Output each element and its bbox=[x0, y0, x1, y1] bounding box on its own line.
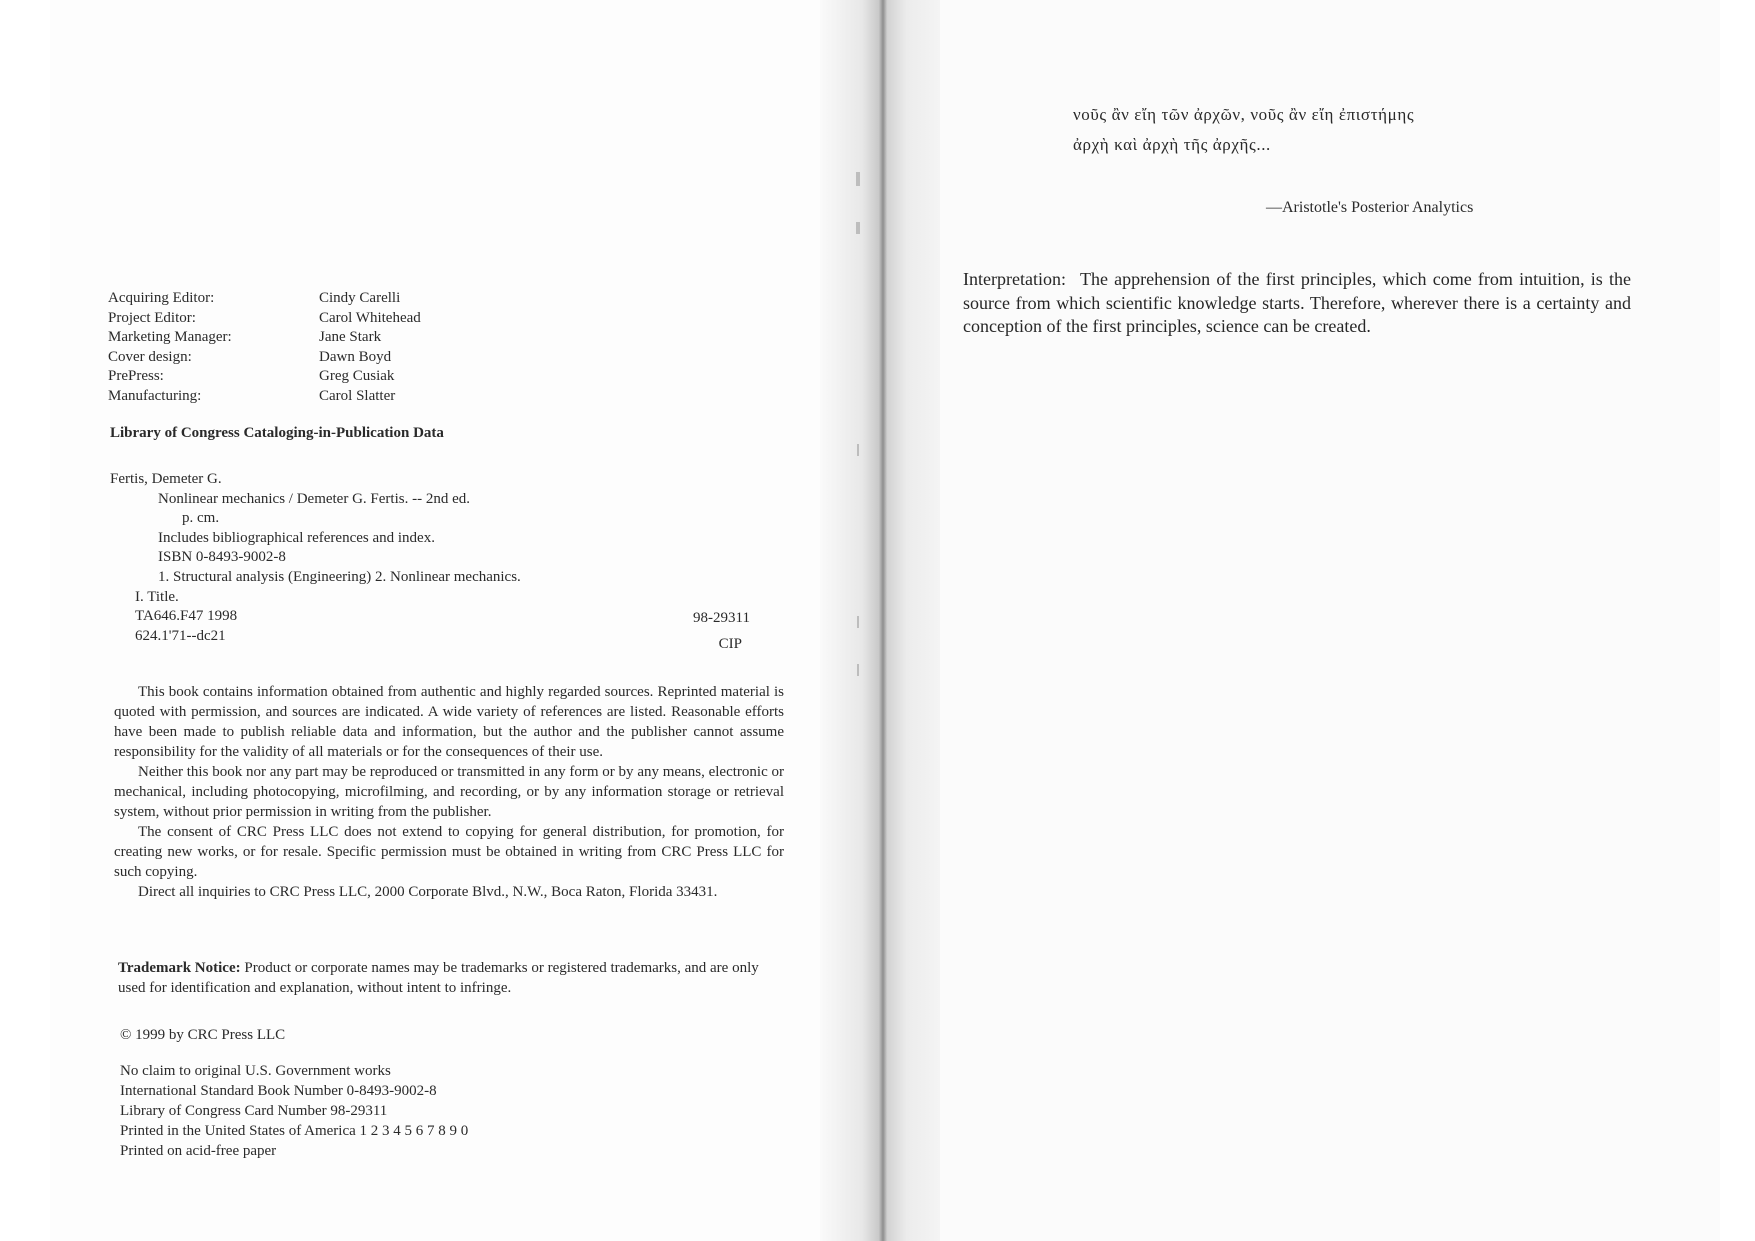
cip-subjects: 1. Structural analysis (Engineering) 2. Nonlinear mechanics. bbox=[158, 568, 521, 585]
credit-role: Marketing Manager: bbox=[108, 329, 232, 346]
credit-role: Project Editor: bbox=[108, 309, 196, 326]
cip-call-number: TA646.F47 1998 bbox=[135, 608, 238, 625]
binding-mark bbox=[856, 172, 860, 186]
cip-heading: Library of Congress Cataloging-in-Publication Data bbox=[110, 425, 444, 441]
credit-name: Cindy Carelli bbox=[319, 290, 401, 306]
binding-mark bbox=[857, 664, 859, 676]
credit-row bbox=[108, 348, 508, 368]
greek-epigraph bbox=[1073, 100, 1414, 160]
interpretation-paragraph bbox=[963, 268, 1631, 339]
interpretation-text: The apprehension of the first principles, which come from intuition, is the source from which scientific knowledge starts. Therefore, wherever there is a certainty and conception of the first principles, science can be created. bbox=[963, 269, 1631, 336]
cip-author: Fertis, Demeter G. bbox=[110, 471, 222, 487]
copyright-line: © 1999 by CRC Press LLC bbox=[120, 1027, 286, 1043]
legal-paragraph: Neither this book nor any part may be reproduced or transmitted in any form or by any means, electronic or mechanical, including photocopying, microfilming, and recording, or by any information storage or retrieval system, without prior permission in writing from the publisher. bbox=[114, 764, 784, 820]
cip-title: Nonlinear mechanics / Demeter G. Fertis. -- 2nd ed. bbox=[158, 490, 470, 507]
cip-isbn: ISBN 0-8493-9002-8 bbox=[158, 549, 286, 566]
credit-row bbox=[108, 309, 508, 329]
credit-role: Manufacturing: bbox=[108, 387, 202, 404]
right-page bbox=[940, 0, 1720, 1241]
credit-name: Dawn Boyd bbox=[319, 348, 392, 365]
imprint-line: No claim to original U.S. Government works bbox=[120, 1063, 391, 1079]
greek-line: ἀρχὴ καὶ ἀρχὴ τῆς ἀρχῆς... bbox=[1073, 135, 1271, 154]
credit-role: Acquiring Editor: bbox=[108, 290, 215, 306]
binding-mark bbox=[857, 616, 859, 628]
credit-row bbox=[108, 367, 508, 387]
credit-row bbox=[108, 289, 508, 309]
cip-dewey: 624.1'71--dc21 bbox=[135, 627, 226, 644]
cip-includes: Includes bibliographical references and index. bbox=[158, 529, 435, 546]
imprint-line: International Standard Book Number 0-8493-9002-8 bbox=[120, 1083, 437, 1099]
credit-role: PrePress: bbox=[108, 368, 164, 385]
credit-name: Carol Slatter bbox=[319, 387, 396, 404]
cip-label: CIP bbox=[718, 635, 742, 652]
credit-role: Cover design: bbox=[108, 348, 192, 365]
epigraph-attribution: —Aristotle's Posterior Analytics bbox=[1266, 199, 1474, 216]
legal-paragraph: This book contains information obtained from authentic and highly regarded sources. Reprinted material is quoted with permission, and sources are indicated. A wide variety of references are listed. Reasonable efforts have been made to publish reliable data and information, but the author and the publisher cannot assume responsibility for the validity of all materials or for the consequences of their use. bbox=[114, 684, 784, 760]
trademark-notice bbox=[118, 958, 784, 998]
trademark-label: Trademark Notice: bbox=[118, 960, 241, 976]
credit-name: Greg Cusiak bbox=[319, 368, 395, 385]
imprint-line: Printed on acid-free paper bbox=[120, 1143, 277, 1159]
cip-dewey-row bbox=[110, 627, 790, 652]
credit-row bbox=[108, 328, 508, 348]
cip-call-row bbox=[110, 607, 790, 627]
cip-lccn: 98-29311 bbox=[693, 610, 750, 627]
imprint-line: Printed in the United States of America 1 2 3 4 5 6 7 8 9 0 bbox=[120, 1123, 469, 1139]
book-gutter bbox=[820, 0, 960, 1241]
trademark-text: Product or corporate names may be trademarks or registered trademarks, and are only used for identification and explanation, without intent to infringe. bbox=[118, 960, 759, 996]
cip-block bbox=[110, 470, 790, 652]
imprint-line: Library of Congress Card Number 98-29311 bbox=[120, 1103, 388, 1119]
cip-roman: I. Title. bbox=[135, 588, 179, 605]
binding-mark bbox=[856, 222, 860, 234]
greek-line: νοῦς ἂν εἴη τῶν ἀρχῶν, νοῦς ἂν εἴη ἐπιστήμης bbox=[1073, 105, 1415, 124]
credits-list bbox=[108, 289, 508, 407]
credit-row bbox=[108, 387, 508, 407]
binding-mark bbox=[857, 444, 859, 456]
legal-paragraph: The consent of CRC Press LLC does not extend to copying for general distribution, for promotion, for creating new works, or for resale. Specific permission must be obtained in writing from CRC Press LLC for such copying. bbox=[114, 824, 784, 880]
credit-name: Jane Stark bbox=[319, 329, 382, 346]
legal-notice bbox=[114, 682, 784, 902]
cip-pages: p. cm. bbox=[182, 510, 220, 527]
legal-paragraph: Direct all inquiries to CRC Press LLC, 2000 Corporate Blvd., N.W., Boca Raton, Florida 33431. bbox=[138, 884, 718, 900]
imprint-block bbox=[120, 1062, 468, 1162]
credit-name: Carol Whitehead bbox=[319, 309, 421, 326]
interpretation-label: Interpretation: bbox=[963, 269, 1066, 289]
